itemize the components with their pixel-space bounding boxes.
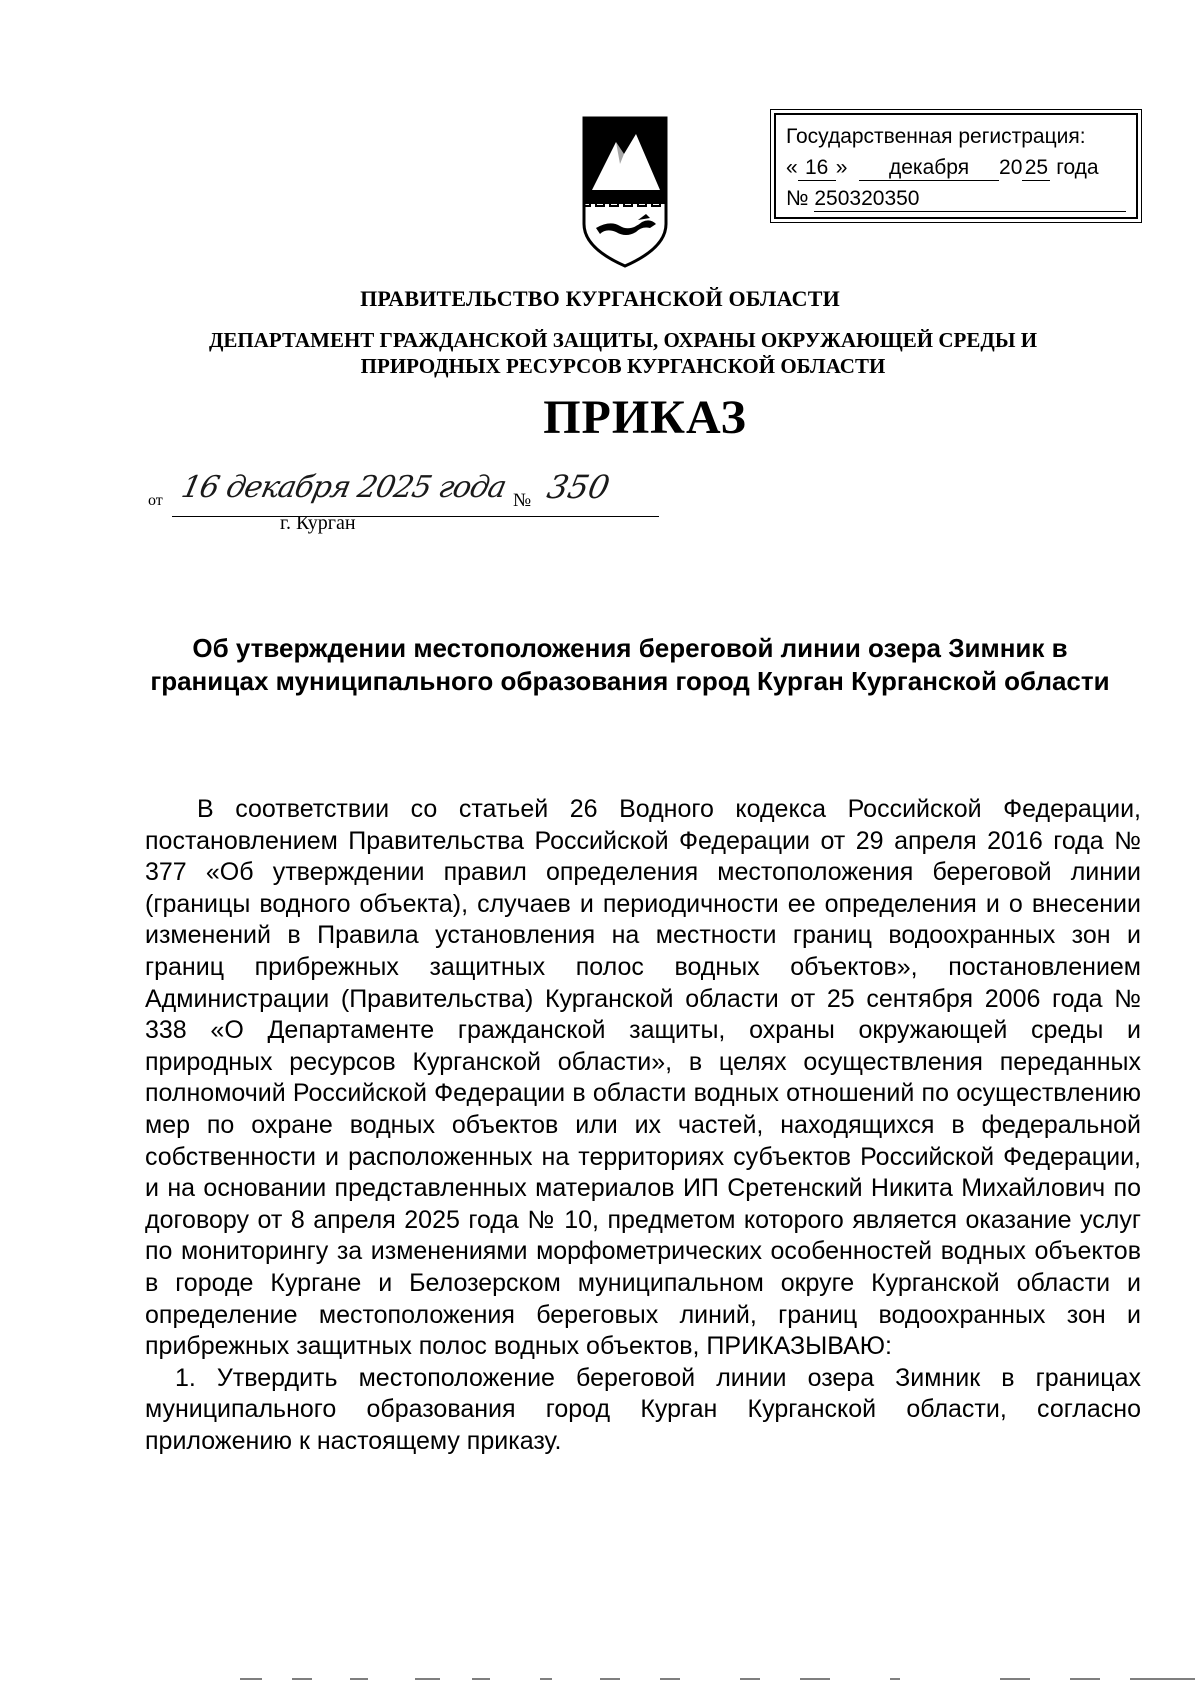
- registration-date: « 16 » декабря 20 25 года: [786, 156, 1099, 179]
- from-label: от: [148, 492, 163, 509]
- registration-year-prefix: 20: [999, 156, 1023, 179]
- scan-artifact: [240, 1676, 1200, 1682]
- registration-year-suffix: 25: [1022, 156, 1050, 181]
- order-title: Об утверждении местоположения береговой линии озера Зимник в границах муниципального образования город Курган Курганской области: [150, 633, 1110, 696]
- handwritten-date: 16 декабря 2025 года: [178, 470, 509, 505]
- registration-day: 16: [798, 156, 836, 181]
- registration-number: 250320350: [814, 187, 1126, 212]
- body-paragraph: В соответствии со статьей 26 Водного кодекса Российской Федерации, постановлением Правительства Российской Федерации от 29 апреля 2016 года № 377 «Об утверждении правил определения местоположения береговой линии (границы водного объекта), случаев и периодичности ее определения и о внесении изменений в Правила установления на местности границ водоохранных зон и границ прибрежных защитных полос водных объектов», постановлением Администрации (Правительства) Курганской области от 25 сентября 2006 года № 338 «О Департаменте гражданской защиты, охраны окружающей среды и природных ресурсов Курганской области», в целях осуществления переданных полномочий Российской Федерации в области водных отношений по осуществлению мер по охране водных объектов или их частей, находящихся в федеральной собственности и расположенных на территориях субъектов Российской Федерации, и на основании представленных материалов ИП Сретенский Никита Михайлович по договору от 8 апреля 2025 года № 10, предметом которого является оказание услуг по мониторингу за изменениями морфометрических особенностей водных объектов в городе Кургане и Белозерском муниципальном округе Курганской области и определение местоположения береговых линий, границ водоохранных зон и прибрежных защитных полос водных объектов, ПРИКАЗЫВАЮ:: [145, 795, 1141, 1361]
- document-type: ПРИКАЗ: [543, 391, 747, 444]
- handwritten-number: 350: [543, 468, 614, 506]
- department-title: ДЕПАРТАМЕНТ ГРАЖДАНСКОЙ ЗАЩИТЫ, ОХРАНЫ ОКРУЖАЮЩЕЙ СРЕДЫ И ПРИРОДНЫХ РЕСУРСОВ КУРГАНСКОЙ ОБЛАСТИ: [208, 328, 1038, 378]
- registration-number-row: [786, 183, 1126, 214]
- government-title: ПРАВИТЕЛЬСТВО КУРГАНСКОЙ ОБЛАСТИ: [360, 286, 840, 311]
- order-date-row: [148, 468, 648, 534]
- registration-month: декабря: [859, 156, 999, 181]
- registration-stamp: [774, 113, 1138, 219]
- number-label: №: [513, 490, 532, 511]
- registration-number-sign: №: [786, 187, 809, 210]
- registration-label: Государственная регистрация:: [786, 125, 1086, 148]
- body-paragraph-item-1: 1. Утвердить местоположение береговой линии озера Зимник в границах муниципального образования город Курган Курганской области, согласно приложению к настоящему приказу.: [145, 1363, 1141, 1455]
- order-body: [145, 794, 1141, 1457]
- registration-year-word: года: [1056, 156, 1099, 179]
- coat-of-arms-icon: [580, 116, 670, 268]
- city-label: г. Курган: [280, 512, 356, 534]
